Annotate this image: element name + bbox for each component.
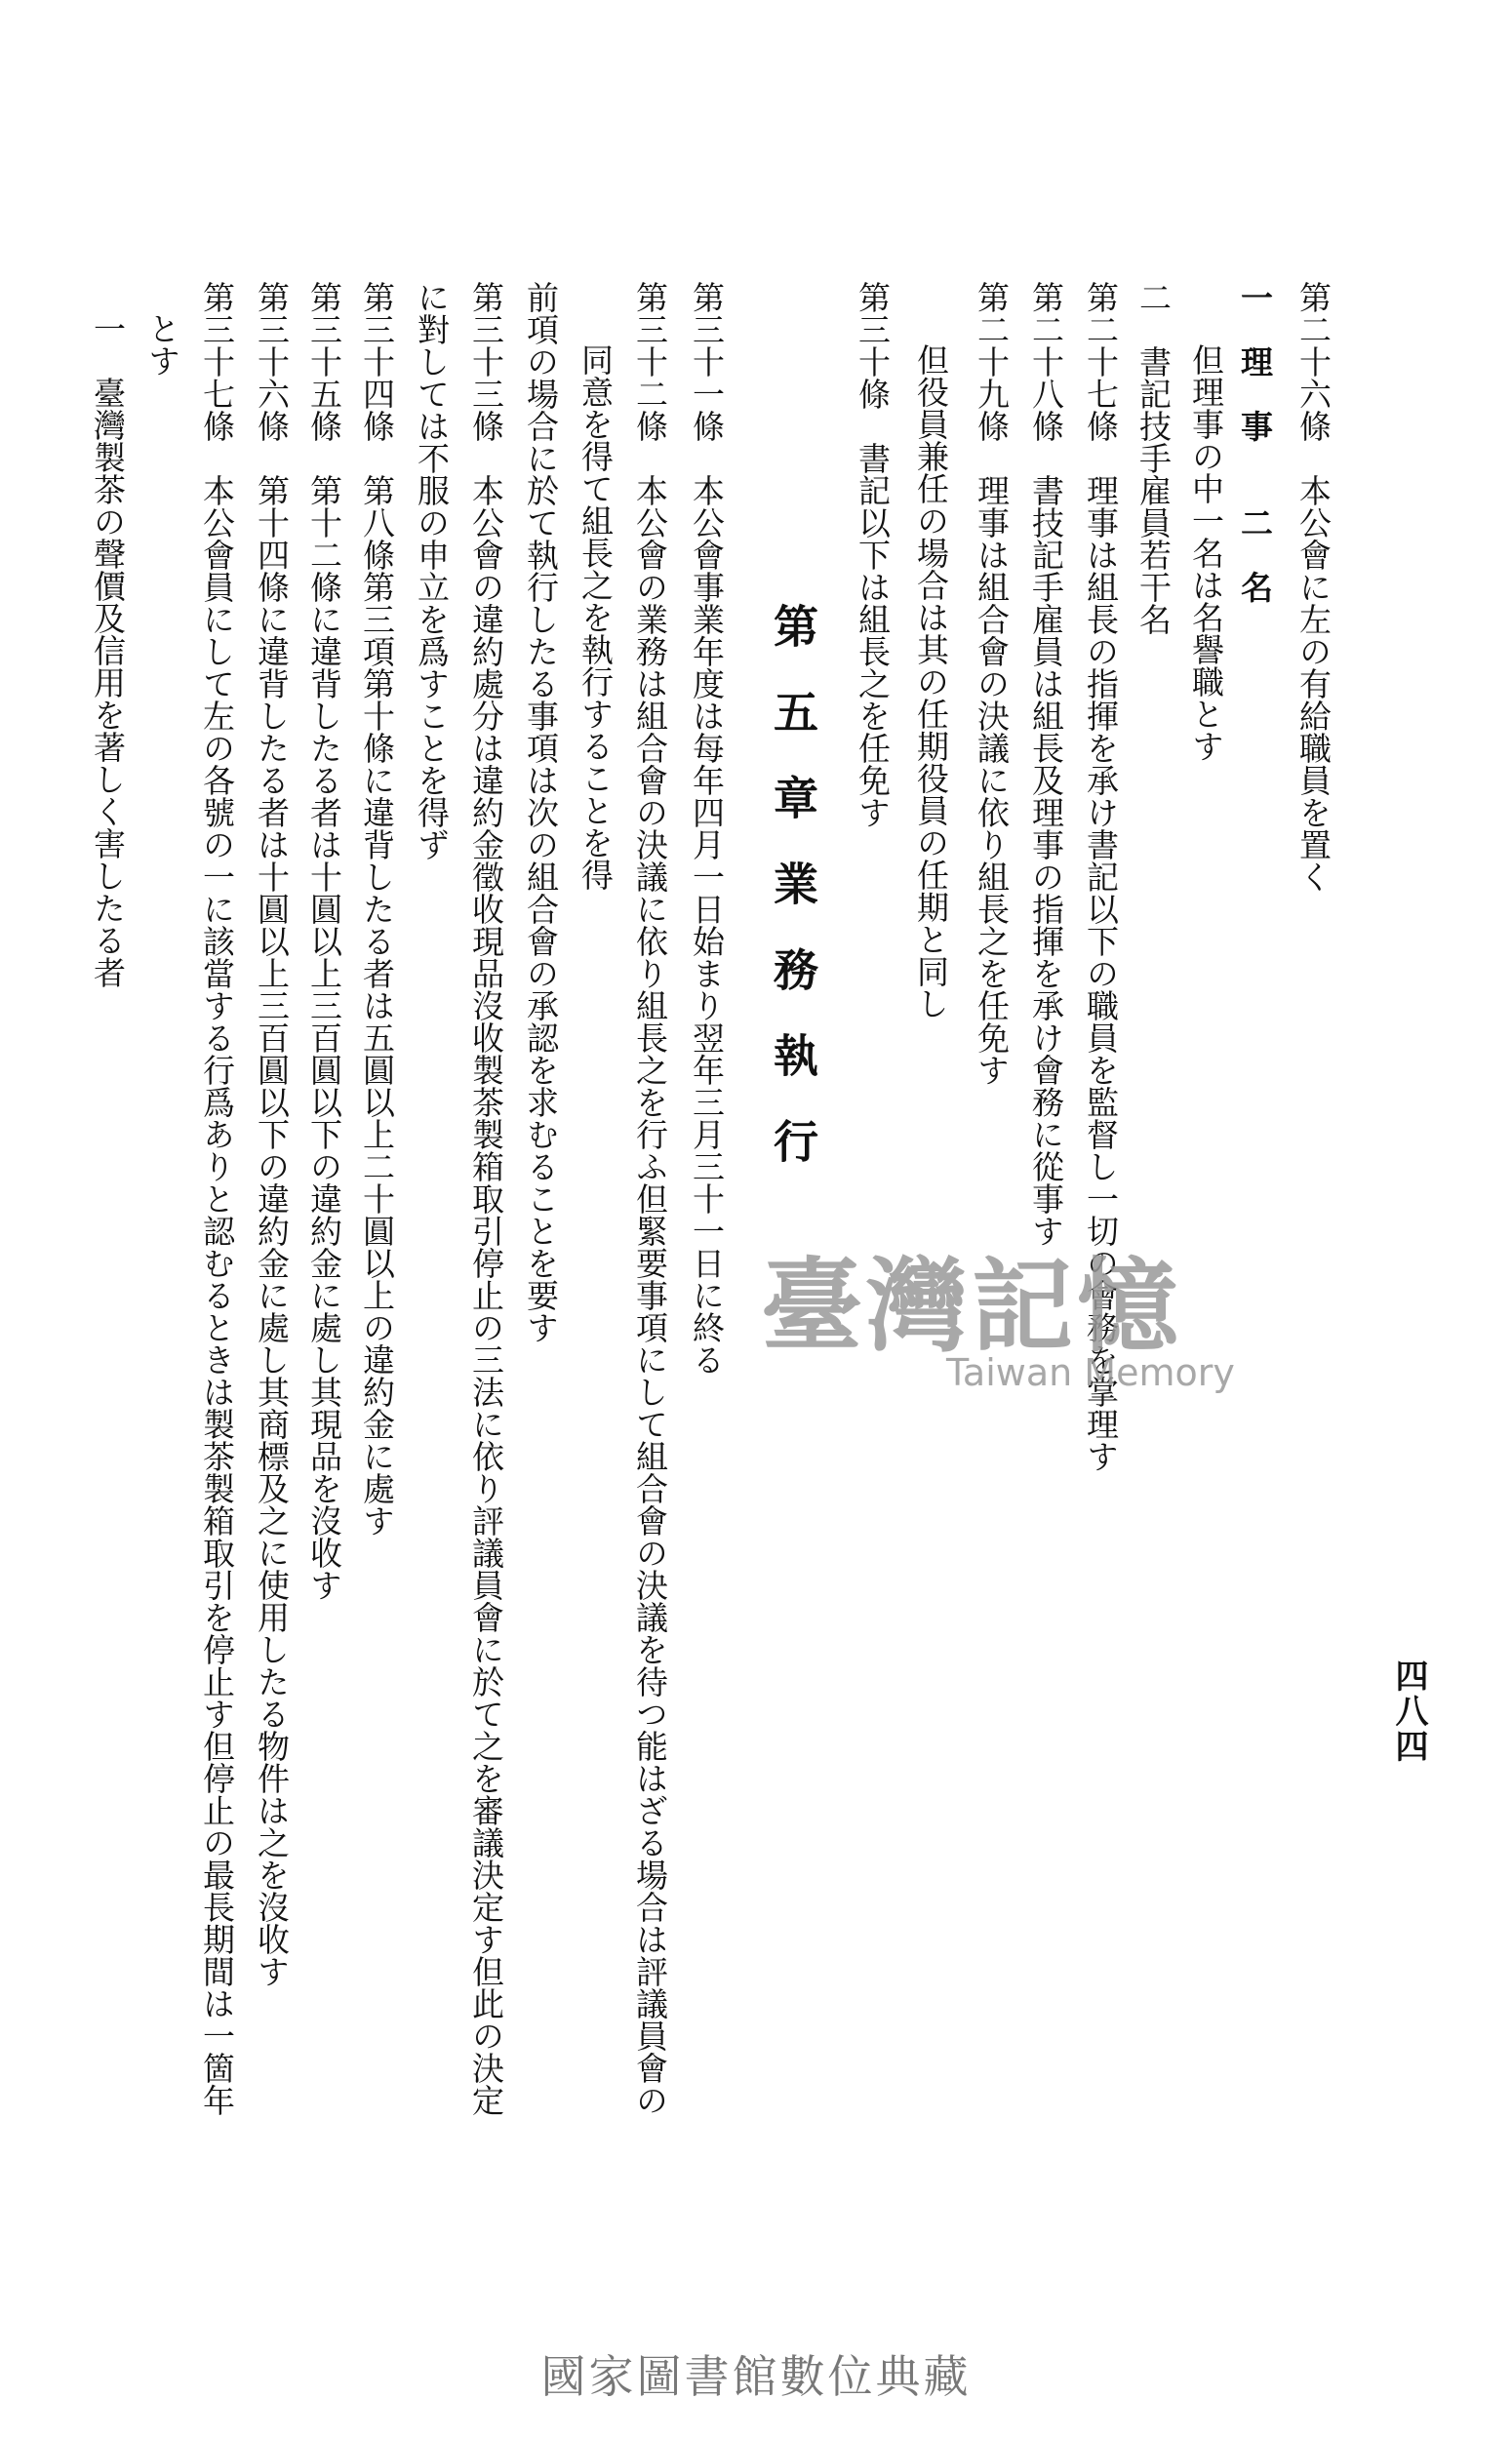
text-column: 一 理 事 二 名 — [1236, 281, 1274, 603]
text-column: 第三十三條 本公會の違約處分は違約金徵收現品沒收製茶製箱取引停止の三法に依り評議員會に於て之を審議決定す但此の決定 — [467, 281, 505, 2116]
footer-credit: 國家圖書館數位典藏 — [540, 2350, 972, 2403]
text-column: 前項の場合に於て執行したる事項は次の組合會の承認を求むることを要す — [522, 281, 560, 1343]
watermark-english: Taiwan Memory — [946, 1351, 1235, 1394]
chapter-title: 第五章業務執行 — [767, 603, 819, 1204]
page-number: 四八四 — [1389, 1659, 1428, 1764]
text-column: 第三十四條 第八條第三項第十條に違背したる者は五圓以上二十圓以上の違約金に處す — [358, 281, 396, 1537]
text-column: 同意を得て組長之を執行することを得 — [577, 343, 615, 891]
text-column: 第三十七條 本公會員にして左の各號の一に該當する行爲ありと認むるときは製茶製箱取引を停止す但停止の最長期間は一箇年 — [198, 281, 236, 2116]
text-column: 第二十八條 書技記手雇員は組長及理事の指揮を承け會務に從事す — [1027, 281, 1065, 1247]
text-column: 第三十二條 本公會の業務は組合會の決議に依り組長之を行ふ但緊要事項にして組合會の決議を待つ能はざる場合は評議員會の — [631, 281, 669, 2116]
watermark-chinese: 臺灣記憶 — [761, 1246, 1183, 1366]
text-column: 第二十六條 本公會に左の有給職員を置く — [1294, 281, 1333, 893]
text-column: 第三十五條 第十二條に違背したる者は十圓以上三百圓以下の違約金に處し其現品を沒收す — [305, 281, 343, 1601]
text-column: 二 書記技手雇員若干名 — [1134, 281, 1173, 635]
watermark — [761, 1224, 1288, 1419]
text-column: 一 臺灣製茶の聲價及信用を著しく害したる者 — [89, 312, 127, 988]
text-column: に對しては不服の申立を爲すことを得ず — [413, 281, 451, 860]
text-column: 但理事の中一名は名譽職とす — [1187, 343, 1225, 762]
text-column: 第二十九條 理事は組合會の決議に依り組長之を任免す — [973, 281, 1011, 1086]
text-column: 第三十一條 本公會事業年度は每年四月一日始まり翌年三月三十一日に終る — [688, 281, 726, 1376]
text-column: とす — [143, 312, 181, 377]
text-column: 第二十七條 理事は組長の指揮を承け書記以下の職員を監督し一切の會務を掌理す — [1082, 281, 1120, 1472]
text-column: 第三十六條 第十四條に違背したる者は十圓以上三百圓以下の違約金に處し其商標及之に使用したる物件は之を沒收す — [253, 281, 291, 1987]
text-column: 但役員兼任の場合は其の任期役員の任期と同し — [912, 343, 950, 1020]
text-column: 第三十條 書記以下は組長之を任免す — [854, 281, 892, 828]
